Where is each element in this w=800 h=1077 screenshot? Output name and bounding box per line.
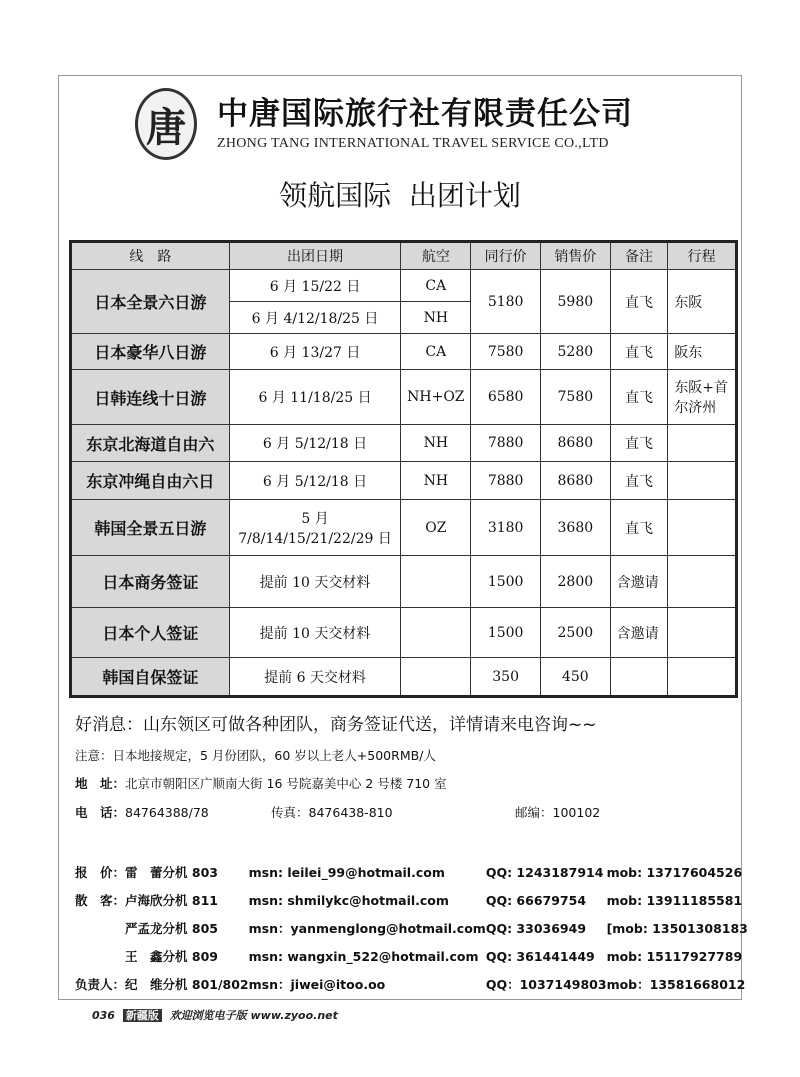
contact-role: 负责人： [75,977,126,992]
contact-mob: mob: 13911185581 [606,892,743,908]
contact-role: 散 客： [75,893,126,908]
contact-row [75,886,748,914]
contact-qq: QQ: 33036949 [485,920,587,936]
postcode-field [515,803,600,821]
contact-name: 纪 维 [125,977,163,992]
airline-cell [401,658,471,697]
contact-msn: msn: shmilykc@hotmail.com [248,892,449,908]
table-row [71,270,737,302]
table-row [71,425,737,462]
brochure-page [58,75,748,1000]
itinerary-cell: 阪东 [668,334,737,370]
note-cell: 含邀请 [610,608,668,658]
itinerary-cell: 东阪+首尔济州 [668,370,737,425]
table-header-row [71,242,737,270]
contact-ext: 分机 803 [162,865,218,880]
fax-label: 传真： [271,805,309,820]
note-cell: 直飞 [610,334,668,370]
contact-ext: 分机 805 [162,921,218,936]
header-peer-price: 同行价 [471,242,541,270]
table-row [71,556,737,608]
page-title: 领航国际 出团计划 [279,179,521,212]
route-cell: 日本个人签证 [71,608,230,658]
header-sale-price: 销售价 [540,242,610,270]
airline-cell: NH [401,302,471,334]
address-label: 地 址： [75,776,126,791]
sale-price-cell: 2800 [540,556,610,608]
itinerary-cell [668,556,737,608]
dates-cell: 6 月 15/22 日 [229,270,401,302]
edition-tag: 新疆版 [123,1009,162,1022]
airline-cell [401,556,471,608]
peer-price-cell: 6580 [471,370,541,425]
contact-role [75,942,125,970]
contact-mob: mob：13581668012 [606,977,746,992]
postcode-value: 100102 [552,805,601,820]
note-cell: 含邀请 [610,556,668,608]
header-itinerary: 行程 [668,242,737,270]
itinerary-cell [668,608,737,658]
header-airline: 航空 [401,242,471,270]
peer-price-cell: 5180 [471,270,541,334]
note-cell: 直飞 [610,270,668,334]
notice-line: 注意：日本地接规定，5 月份团队，60 岁以上老人+500RMB/人 [75,748,436,763]
note-cell: 直飞 [610,370,668,425]
contact-name: 雷 蕾 [125,865,163,880]
note-cell: 直飞 [610,425,668,462]
good-news-banner: 好消息：山东领区可做各种团队，商务签证代送，详情请来电咨询~~ [75,715,597,735]
contact-msn: msn: wangxin_522@hotmail.com [248,948,479,964]
dates-cell: 提前 10 天交材料 [229,556,401,608]
contact-info-line [75,803,735,821]
peer-price-cell: 3180 [471,500,541,556]
sale-price-cell: 5980 [540,270,610,334]
contact-msn: msn: leilei_99@hotmail.com [248,864,445,880]
contact-row [75,914,748,942]
route-cell: 日本商务签证 [71,556,230,608]
postcode-label: 邮编： [515,805,553,820]
table-row [71,658,737,697]
dates-cell: 提前 10 天交材料 [229,608,401,658]
dates-cell: 6 月 5/12/18 日 [229,425,401,462]
route-cell: 日本豪华八日游 [71,334,230,370]
contact-mob: mob: 15117927789 [606,948,743,964]
dates-cell: 6 月 11/18/25 日 [229,370,401,425]
sale-price-cell: 8680 [540,425,610,462]
route-cell: 东京冲绳自由六日 [71,462,230,500]
contact-ext: 分机 811 [162,893,218,908]
contact-row [75,970,748,998]
table-row [71,370,737,425]
phone-label: 电 话： [75,805,126,820]
company-name-cn: 中唐国际旅行社有限责任公司 [217,96,633,132]
itinerary-cell [668,462,737,500]
sale-price-cell: 2500 [540,608,610,658]
airline-cell: CA [401,270,471,302]
page-number: 036 [92,1009,115,1022]
contact-ext: 分机 809 [162,949,218,964]
note-cell [610,658,668,697]
dates-cell: 6 月 4/12/18/25 日 [229,302,401,334]
contact-name: 严孟龙 [125,921,163,936]
contact-mob: [mob: 13501308183 [606,920,748,936]
dates-cell: 5 月 7/8/14/15/21/22/29 日 [229,500,401,556]
route-cell: 韩国全景五日游 [71,500,230,556]
sale-price-cell: 8680 [540,462,610,500]
table-row [71,334,737,370]
route-cell: 韩国自保签证 [71,658,230,697]
itinerary-cell: 东阪 [668,270,737,334]
route-cell: 东京北海道自由六 [71,425,230,462]
note-cell: 直飞 [610,500,668,556]
contact-role [75,914,125,942]
route-cell: 日本全景六日游 [71,270,230,334]
contact-name: 王 鑫 [125,949,163,964]
footer-url[interactable]: www.zyoo.net [250,1009,338,1022]
itinerary-cell [668,500,737,556]
address-value: 北京市朝阳区广顺南大街 16 号院嘉美中心 2 号楼 710 室 [125,776,447,791]
footer-text: 欢迎浏览电子版 [169,1009,247,1022]
note-cell: 直飞 [610,462,668,500]
contact-ext: 分机 801/802 [162,977,249,992]
header-note: 备注 [610,242,668,270]
table-row [71,500,737,556]
contact-name: 卢海欣 [125,893,163,908]
fax-value: 8476438-810 [308,805,393,820]
header-dates: 出团日期 [229,242,401,270]
contact-row [75,942,748,970]
airline-cell: CA [401,334,471,370]
peer-price-cell: 1500 [471,556,541,608]
contact-qq: QQ: 1243187914 [485,864,604,880]
peer-price-cell: 7880 [471,425,541,462]
itinerary-cell [668,658,737,697]
contact-role: 报 价： [75,865,126,880]
contact-qq: QQ：1037149803 [485,977,607,992]
header-route: 线 路 [71,242,230,270]
peer-price-cell: 1500 [471,608,541,658]
route-cell: 日韩连线十日游 [71,370,230,425]
contact-qq: QQ: 361441449 [485,948,595,964]
fax-field [271,803,393,821]
phone-value: 84764388/78 [125,805,209,820]
tour-plan-table [69,240,738,698]
dates-cell: 提前 6 天交材料 [229,658,401,697]
sale-price-cell: 450 [540,658,610,697]
sale-price-cell: 5280 [540,334,610,370]
airline-cell [401,608,471,658]
airline-cell: OZ [401,500,471,556]
dates-cell: 6 月 13/27 日 [229,334,401,370]
sale-price-cell: 7580 [540,370,610,425]
contacts-table [75,858,748,998]
airline-cell: NH+OZ [401,370,471,425]
page-footer [92,1007,338,1023]
company-logo: 唐 [135,88,197,160]
address-line [75,774,447,792]
peer-price-cell: 350 [471,658,541,697]
company-name-en: ZHONG TANG INTERNATIONAL TRAVEL SERVICE CO.,LTD [217,136,609,151]
airline-cell: NH [401,462,471,500]
contact-mob: mob: 13717604526 [606,864,743,880]
itinerary-cell [668,425,737,462]
peer-price-cell: 7880 [471,462,541,500]
dates-cell: 6 月 5/12/18 日 [229,462,401,500]
contact-msn: msn：jiwei@itoo.oo [248,977,386,992]
airline-cell: NH [401,425,471,462]
table-row [71,462,737,500]
sale-price-cell: 3680 [540,500,610,556]
contact-row [75,858,748,886]
contact-msn: msn：yanmenglong@hotmail.com [248,921,486,936]
table-row [71,608,737,658]
contact-qq: QQ: 66679754 [485,892,587,908]
peer-price-cell: 7580 [471,334,541,370]
